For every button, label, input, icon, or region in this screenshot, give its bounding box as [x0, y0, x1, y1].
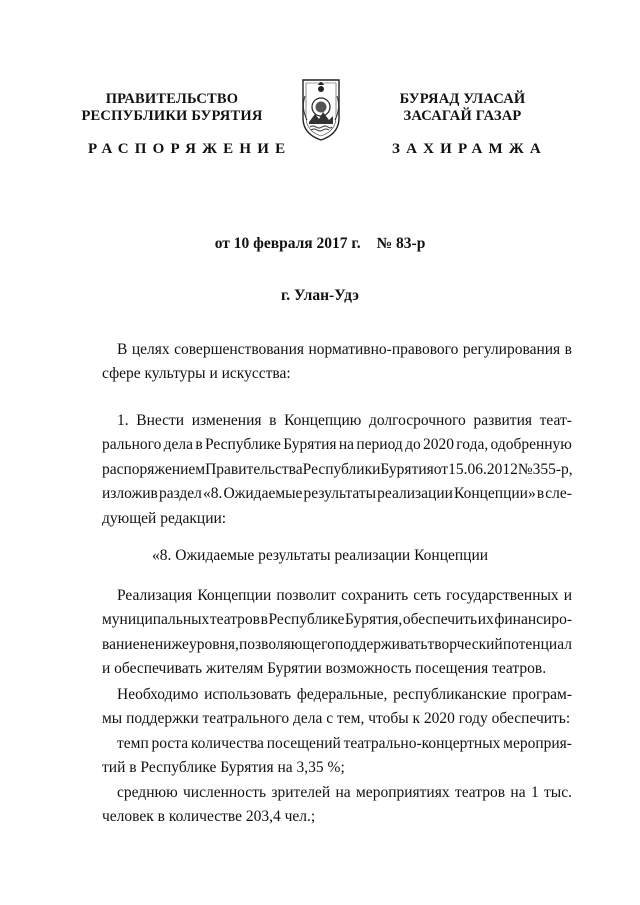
word: В [117, 341, 128, 358]
word: темп [117, 735, 149, 752]
word: Концепции» [454, 485, 536, 503]
word: сеть [413, 587, 442, 604]
word: обеспечить [402, 611, 478, 629]
word: долгосрочного [368, 412, 466, 429]
word: 355-р, [532, 460, 573, 478]
text-line-content: мы поддержки театрального дела с тем, чтобы к 2020 году обеспечить: [102, 710, 571, 728]
word: ниже [154, 635, 189, 653]
word: мероприя- [503, 735, 572, 752]
word: вание [102, 635, 140, 653]
word: поддерживать [334, 635, 428, 653]
word: среднюю [117, 784, 178, 801]
word: на [510, 784, 526, 801]
word: раздел [158, 485, 202, 503]
preamble-paragraph [102, 338, 572, 387]
doc-type-right: ЗАХИРАМЖА [392, 141, 547, 157]
word: № [517, 460, 533, 478]
text-line [102, 608, 572, 632]
word: не [139, 635, 155, 653]
text-line-content: человек в количестве 203,4 чел.; [102, 808, 316, 826]
word: Концепции [197, 587, 272, 604]
word: Бурятия [283, 436, 337, 454]
word: Необходимо [117, 686, 199, 703]
word: театров [454, 784, 506, 801]
text-line-content: и обеспечивать жителям Бурятии возможность посещения театров. [102, 660, 547, 678]
word: федеральные, [296, 686, 388, 703]
word: года, [456, 436, 489, 454]
word: теат- [539, 412, 572, 429]
word: уровня, [188, 635, 239, 653]
word: регулирования [462, 341, 561, 358]
word: 1. [117, 412, 129, 429]
word: потенциал [502, 635, 572, 653]
word: нормативно-правового [308, 341, 459, 358]
text-line [102, 633, 572, 657]
word: сле- [545, 485, 572, 503]
word: развития [473, 412, 533, 429]
word: роста [151, 735, 189, 752]
text-line [102, 482, 572, 506]
word: в [195, 436, 203, 454]
word: использовать [204, 686, 292, 703]
word: 2020 [423, 436, 454, 454]
word: посещений [266, 735, 341, 752]
clause-1-paragraph [102, 409, 573, 531]
word: театрально-концертных [343, 735, 501, 752]
header-right-line1: БУРЯАД УЛАСАЙ [399, 91, 526, 107]
header-left-line2: РЕСПУБЛИКИ БУРЯТИЯ [81, 108, 263, 124]
word: позволит [276, 587, 337, 604]
text-line [102, 362, 572, 386]
body-paragraph [102, 781, 572, 830]
word: тыс. [544, 784, 572, 801]
word: результаты [303, 485, 377, 503]
text-line [102, 433, 572, 457]
city: г. Улан-Удэ [280, 287, 359, 304]
text-line-content: тий в Республике Бурятия на 3,35 %; [102, 759, 345, 777]
word: финансиро- [494, 611, 572, 629]
doc-type-left: РАСПОРЯЖЕНИЕ [88, 141, 292, 157]
word: в [536, 485, 545, 503]
word: Концепцию [284, 412, 362, 429]
document-number: № 83-р [376, 235, 426, 252]
word: Ожидаемые [223, 485, 303, 503]
word: рального [102, 436, 162, 454]
word: Бурятия [380, 460, 434, 478]
text-line [117, 338, 572, 362]
word: количества [190, 735, 264, 752]
word: позволяющего [238, 635, 335, 653]
word: одобренную [490, 436, 572, 454]
word: государственных [446, 587, 559, 604]
document-date: от 10 февраля 2017 г. [214, 235, 361, 252]
word: и [563, 587, 572, 604]
text-line-content: дующей редакции: [102, 509, 227, 527]
header-right-line2: ЗАСАГАЙ ГАЗАР [403, 108, 522, 124]
text-line [102, 805, 572, 829]
word: в [260, 611, 268, 629]
text-line-content: сфере культуры и искусства: [102, 365, 291, 383]
text-line [117, 781, 572, 805]
word: реализации [377, 485, 453, 503]
word: в [269, 412, 277, 429]
word: период [356, 436, 403, 454]
word: 15.06.2012 [448, 460, 518, 478]
word: численность [183, 784, 267, 801]
word: Республике [268, 611, 345, 629]
text-line [102, 707, 572, 731]
word: театров [209, 611, 260, 629]
word: зрителей [271, 784, 331, 801]
word: програм- [512, 686, 572, 703]
word: дела [163, 436, 194, 454]
word: распоряжением [102, 460, 206, 478]
word: Республике [204, 436, 281, 454]
header-left-line1: ПРАВИТЕЛЬСТВО [105, 91, 239, 107]
text-line [102, 458, 572, 482]
text-line [117, 732, 572, 756]
word: изменения [191, 412, 262, 429]
word: до [405, 436, 421, 454]
date-number-line [0, 235, 640, 253]
body-paragraph [102, 683, 572, 732]
text-line [117, 683, 572, 707]
text-line [117, 409, 572, 433]
word: в [564, 341, 572, 358]
body-paragraph [102, 584, 572, 682]
word: мероприятиях [356, 784, 450, 801]
body-paragraph [102, 732, 572, 781]
word: сохранить [341, 587, 409, 604]
word: целях [131, 341, 170, 358]
word: творческий [427, 635, 503, 653]
text-line [102, 657, 572, 681]
section-title: «8. Ожидаемые результаты реализации Концепции [152, 547, 489, 564]
word: 1 [530, 784, 539, 801]
word: на [338, 436, 355, 454]
word: Внести [136, 412, 185, 429]
word: республиканские [393, 686, 507, 703]
word: муниципальных [102, 611, 210, 629]
text-line [102, 756, 572, 780]
header-left [62, 91, 282, 125]
text-line [117, 584, 572, 608]
word: изложив [102, 485, 158, 503]
header-right [350, 91, 575, 125]
word: совершенствования [174, 341, 305, 358]
word: Республики [302, 460, 381, 478]
word: их [477, 611, 494, 629]
word: «8. [203, 485, 223, 503]
word: Реализация [117, 587, 193, 604]
coat-of-arms-emblem [299, 74, 343, 142]
word: Правительства [205, 460, 303, 478]
word: от [433, 460, 449, 478]
word: Бурятия, [345, 611, 403, 629]
word: на [335, 784, 351, 801]
text-line [102, 507, 572, 531]
